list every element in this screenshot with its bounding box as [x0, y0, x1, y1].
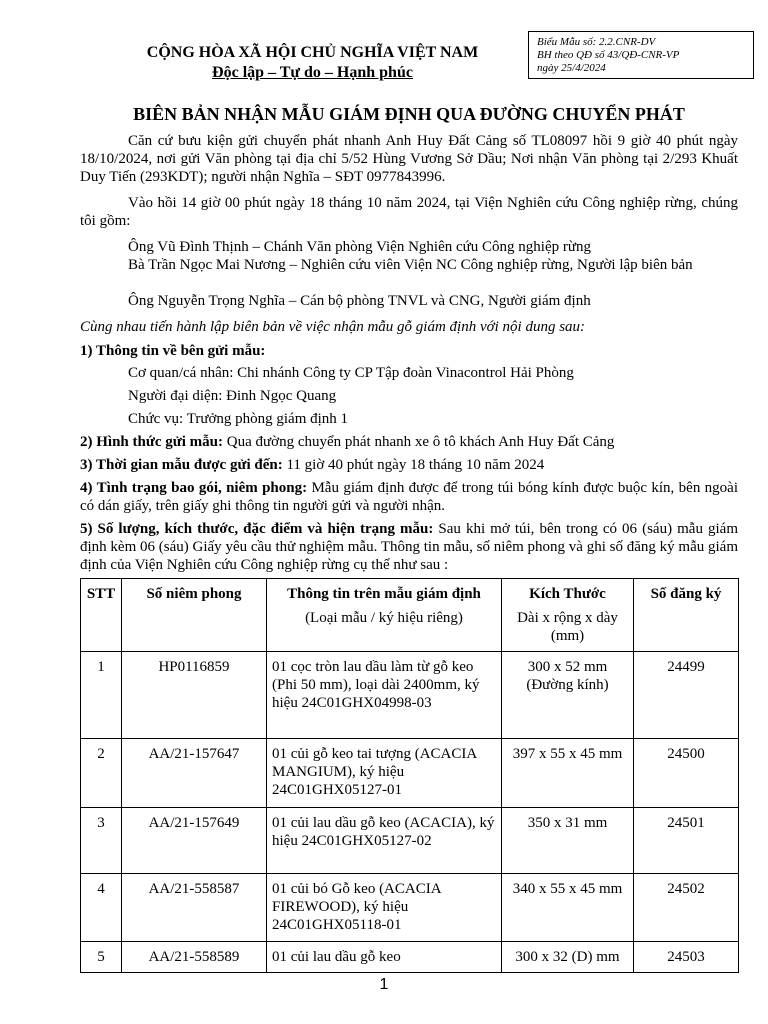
paragraph-meeting: Vào hồi 14 giờ 00 phút ngày 18 tháng 10 năm 2024, tại Viện Nghiên cứu Công nghiệp rừng, chúng tôi gồm: [80, 195, 738, 229]
document-title: BIÊN BẢN NHẬN MẪU GIÁM ĐỊNH QUA ĐƯỜNG CHUYỂN PHÁT [133, 104, 685, 124]
cell-reg: 24502 [634, 874, 739, 942]
country-name: CỘNG HÒA XÃ HỘI CHỦ NGHĨA VIỆT NAM [146, 44, 479, 61]
header-dimensions-sub: Dài x rộng x dày (mm) [517, 610, 618, 644]
cell-seal: AA/21-157649 [122, 808, 267, 874]
cell-stt: 4 [81, 874, 122, 942]
cell-seal: AA/21-558589 [122, 942, 267, 973]
cell-stt: 1 [81, 652, 122, 739]
section-3 [80, 456, 738, 474]
header-sample-info-sub: (Loại mẫu / ký hiệu riêng) [305, 610, 463, 626]
form-reference-box [528, 31, 754, 79]
member-2: Bà Trần Ngọc Mai Nương – Nghiên cứu viên Viện NC Công nghiệp rừng, Người lập biên bản [128, 257, 693, 273]
cell-reg: 24500 [634, 739, 739, 808]
member-3: Ông Nguyễn Trọng Nghĩa – Cán bộ phòng TNVL và CNG, Người giám định [128, 293, 591, 309]
cell-info: 01 củi lau dầu gỗ keo (ACACIA), ký hiệu 24C01GHX05127-02 [267, 808, 502, 874]
cell-reg: 24503 [634, 942, 739, 973]
section-5 [80, 520, 738, 574]
form-decision: BH theo QĐ số 43/QĐ-CNR-VP [537, 49, 680, 61]
header-dimensions-label: Kích Thước [529, 586, 606, 602]
header-sample-info-label: Thông tin trên mẫu giám định [287, 586, 481, 602]
cell-stt: 3 [81, 808, 122, 874]
intro-statement: Cùng nhau tiến hành lập biên bản về việc nhận mẫu gỗ giám định với nội dung sau: [80, 319, 586, 335]
section-1-heading: 1) Thông tin về bên gửi mẫu: [80, 343, 266, 359]
cell-size: 397 x 55 x 45 mm [502, 739, 634, 808]
sender-organization: Cơ quan/cá nhân: Chi nhánh Công ty CP Tập đoàn Vinacontrol Hải Phòng [128, 365, 574, 381]
cell-size: 300 x 32 (D) mm [502, 942, 634, 973]
section-3-heading: 3) Thời gian mẫu được gửi đến: [80, 457, 283, 473]
page-number: 1 [379, 976, 389, 993]
cell-seal: HP0116859 [122, 652, 267, 739]
header-seal-number: Số niêm phong [122, 579, 267, 652]
header-registration-number: Số đăng ký [634, 579, 739, 652]
cell-info: 01 củi lau dầu gỗ keo [267, 942, 502, 973]
header-dimensions [502, 579, 634, 652]
sender-representative: Người đại diện: Đinh Ngọc Quang [128, 388, 337, 404]
section-4-heading: 4) Tình trạng bao gói, niêm phong: [80, 480, 308, 496]
table-row [81, 942, 739, 973]
cell-info: 01 củi bó Gỗ keo (ACACIA FIREWOOD), ký hiệu 24C01GHX05118-01 [267, 874, 502, 942]
header-stt: STT [81, 579, 122, 652]
cell-size: 340 x 55 x 45 mm [502, 874, 634, 942]
form-code: Biểu Mẫu số: 2.2.CNR-DV [537, 36, 656, 48]
cell-seal: AA/21-157647 [122, 739, 267, 808]
section-5-heading: 5) Số lượng, kích thước, đặc điểm và hiện trạng mẫu: [80, 521, 434, 537]
header-sample-info [267, 579, 502, 652]
member-1: Ông Vũ Đình Thịnh – Chánh Văn phòng Viện Nghiên cứu Công nghiệp rừng [128, 239, 591, 255]
cell-size: 300 x 52 mm (Đường kính) [502, 652, 634, 739]
cell-seal: AA/21-558587 [122, 874, 267, 942]
cell-stt: 5 [81, 942, 122, 973]
national-motto: Độc lập – Tự do – Hạnh phúc [212, 64, 413, 81]
section-4 [80, 479, 738, 515]
cell-reg: 24501 [634, 808, 739, 874]
section-3-text: 11 giờ 40 phút ngày 18 tháng 10 năm 2024 [282, 457, 545, 473]
cell-reg: 24499 [634, 652, 739, 739]
table-row [81, 874, 739, 942]
section-5-text: Sau khi mở túi, bên trong có 06 (sáu) mẫu giám định kèm 06 (sáu) Giấy yêu cầu thử nghiệm mẫu. Thông tin mẫu, số niêm phong và ghi số đăng ký mẫu giám định của Viện Nghiên cứu Công nghiệp rừng cụ thể như sau : [80, 521, 738, 573]
table-row [81, 739, 739, 808]
sample-table [80, 578, 739, 973]
section-2 [80, 433, 738, 451]
cell-size: 350 x 31 mm [502, 808, 634, 874]
cell-stt: 2 [81, 739, 122, 808]
section-2-heading: 2) Hình thức gửi mẫu: [80, 434, 224, 450]
paragraph-delivery: Căn cứ bưu kiện gửi chuyển phát nhanh Anh Huy Đất Cảng số TL08097 hồi 9 giờ 40 phút ngày 18/10/2024, nơi gửi Văn phòng tại địa chỉ 5/52 Hùng Vương Sở Dầu; Nơi nhận Văn phòng tại 2/293 Khuất Duy Tiến (293KDT); người nhận Nghĩa – SĐT 0977843996. [80, 133, 738, 185]
table-row [81, 652, 739, 739]
section-2-text: Qua đường chuyển phát nhanh xe ô tô khách Anh Huy Đất Cảng [223, 434, 615, 450]
sender-position: Chức vụ: Trưởng phòng giám định 1 [128, 411, 349, 427]
table-row [81, 808, 739, 874]
table-header-row [81, 579, 739, 652]
form-date: ngày 25/4/2024 [537, 62, 606, 74]
cell-info: 01 cọc tròn lau dầu làm từ gỗ keo (Phi 50 mm), loại dài 2400mm, ký hiệu 24C01GHX04998-03 [267, 652, 502, 739]
cell-info: 01 củi gỗ keo tai tượng (ACACIA MANGIUM), ký hiệu 24C01GHX05127-01 [267, 739, 502, 808]
section-4-text: Mẫu giám định được để trong túi bóng kính được buộc kín, bên ngoài có dán giấy, trên giấy ghi thông tin người gửi và người nhận. [80, 480, 738, 514]
